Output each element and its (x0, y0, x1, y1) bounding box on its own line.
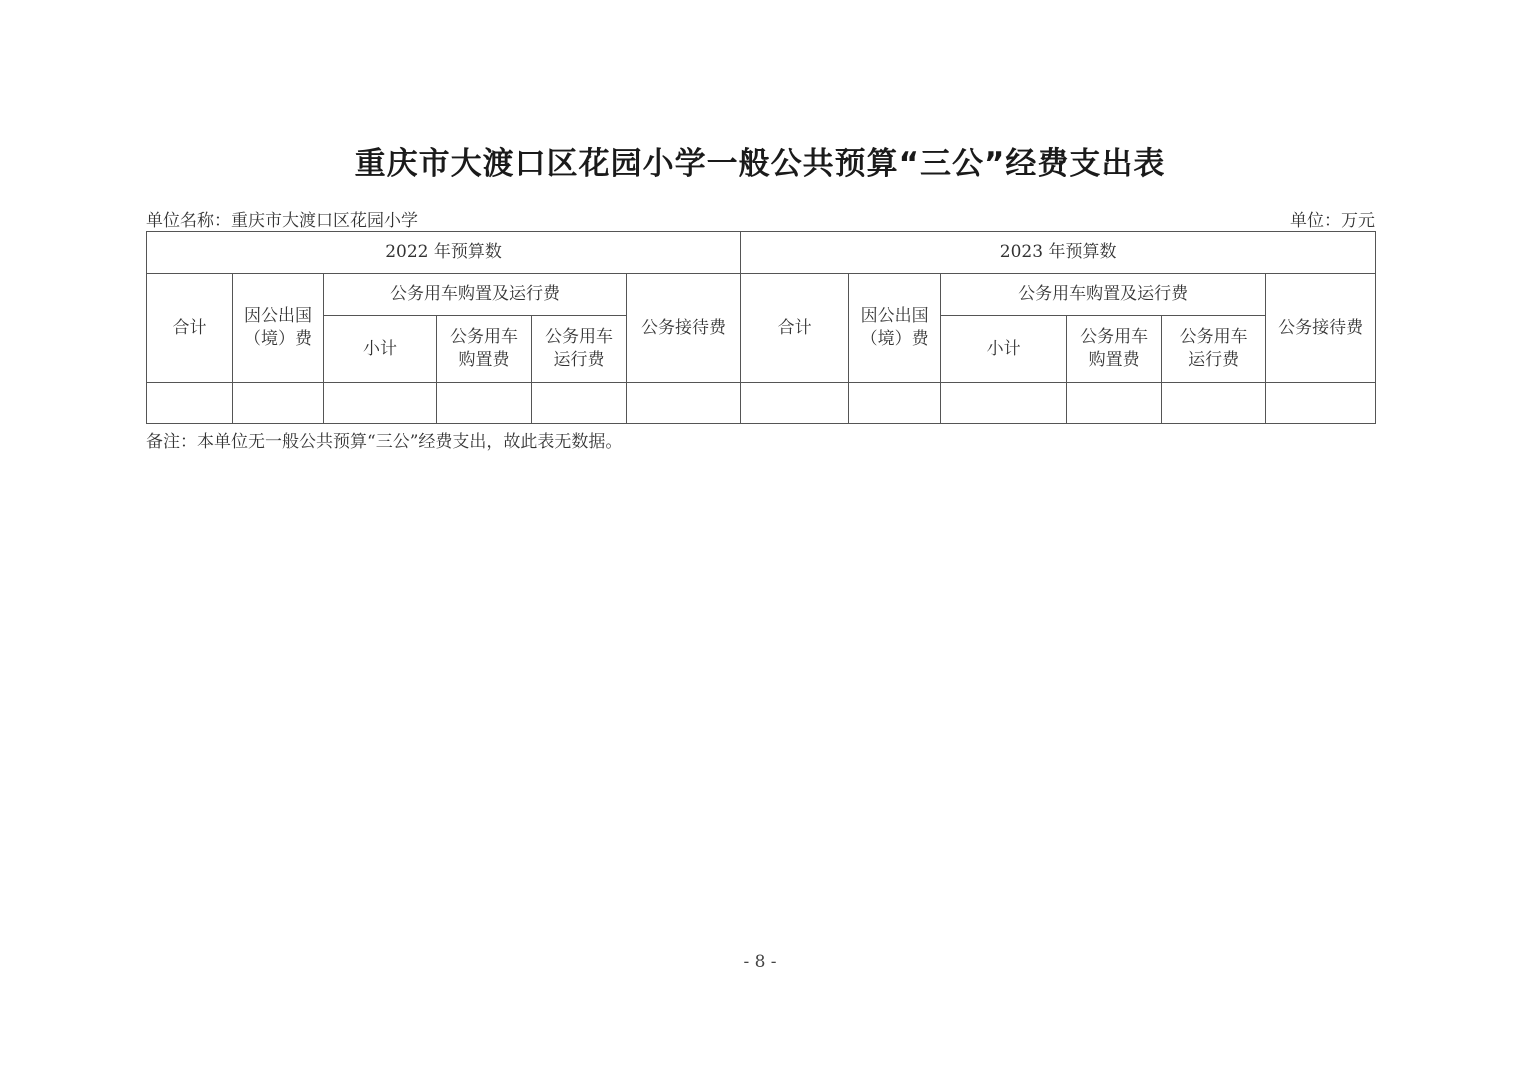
overseas-header-line1: 因公出国 (244, 306, 312, 326)
unit-label: 单位：万元 (1290, 211, 1375, 231)
data-cell (1162, 383, 1266, 424)
overseas-header-2023 (849, 274, 941, 383)
data-cell (1266, 383, 1376, 424)
overseas-header-line1: 因公出国 (860, 306, 929, 326)
vehicle-purchase-line1: 公务用车 (450, 327, 518, 347)
vehicle-group-header-2022: 公务用车购置及运行费 (324, 274, 627, 316)
subtotal-header-2022: 小计 (324, 316, 437, 383)
vehicle-purchase-line2: 购置费 (1088, 350, 1140, 370)
overseas-header-line2: （境）费 (860, 329, 929, 349)
reception-header-2022: 公务接待费 (627, 274, 741, 383)
data-cell (941, 383, 1067, 424)
year-2023-header: 2023 年预算数 (741, 232, 1376, 274)
data-cell (147, 383, 233, 424)
vehicle-purchase-header-2023 (1067, 316, 1162, 383)
data-cell (437, 383, 532, 424)
vehicle-operation-line2: 运行费 (553, 350, 605, 370)
overseas-header-2022 (233, 274, 324, 383)
vehicle-operation-line2: 运行费 (1188, 350, 1240, 370)
vehicle-purchase-line2: 购置费 (458, 350, 510, 370)
vehicle-purchase-line1: 公务用车 (1080, 327, 1149, 347)
data-cell (741, 383, 849, 424)
data-cell (233, 383, 324, 424)
table-row (147, 383, 1376, 424)
vehicle-purchase-header-2022 (437, 316, 532, 383)
subtotal-header-2023: 小计 (941, 316, 1067, 383)
data-cell (532, 383, 627, 424)
data-cell (849, 383, 941, 424)
vehicle-operation-header-2023 (1162, 316, 1266, 383)
total-header-2023: 合计 (741, 274, 849, 383)
page-number: - 8 - (743, 952, 777, 972)
year-2022-header: 2022 年预算数 (147, 232, 741, 274)
vehicle-group-header-2023: 公务用车购置及运行费 (941, 274, 1266, 316)
data-cell (1067, 383, 1162, 424)
vehicle-operation-line1: 公务用车 (545, 327, 613, 347)
year-header-row (147, 232, 1376, 274)
table-note: 备注：本单位无一般公共预算“三公”经费支出，故此表无数据。 (146, 432, 623, 452)
reception-header-2023: 公务接待费 (1266, 274, 1376, 383)
vehicle-operation-line1: 公务用车 (1179, 327, 1248, 347)
overseas-header-line2: （境）费 (244, 329, 312, 349)
data-cell (324, 383, 437, 424)
vehicle-operation-header-2022 (532, 316, 627, 383)
data-cell (627, 383, 741, 424)
three-public-expenses-table (146, 231, 1376, 424)
column-header-row (147, 274, 1376, 316)
page-title: 重庆市大渡口区花园小学一般公共预算“三公”经费支出表 (354, 146, 1166, 182)
unit-name: 单位名称：重庆市大渡口区花园小学 (146, 211, 418, 231)
total-header-2022: 合计 (147, 274, 233, 383)
